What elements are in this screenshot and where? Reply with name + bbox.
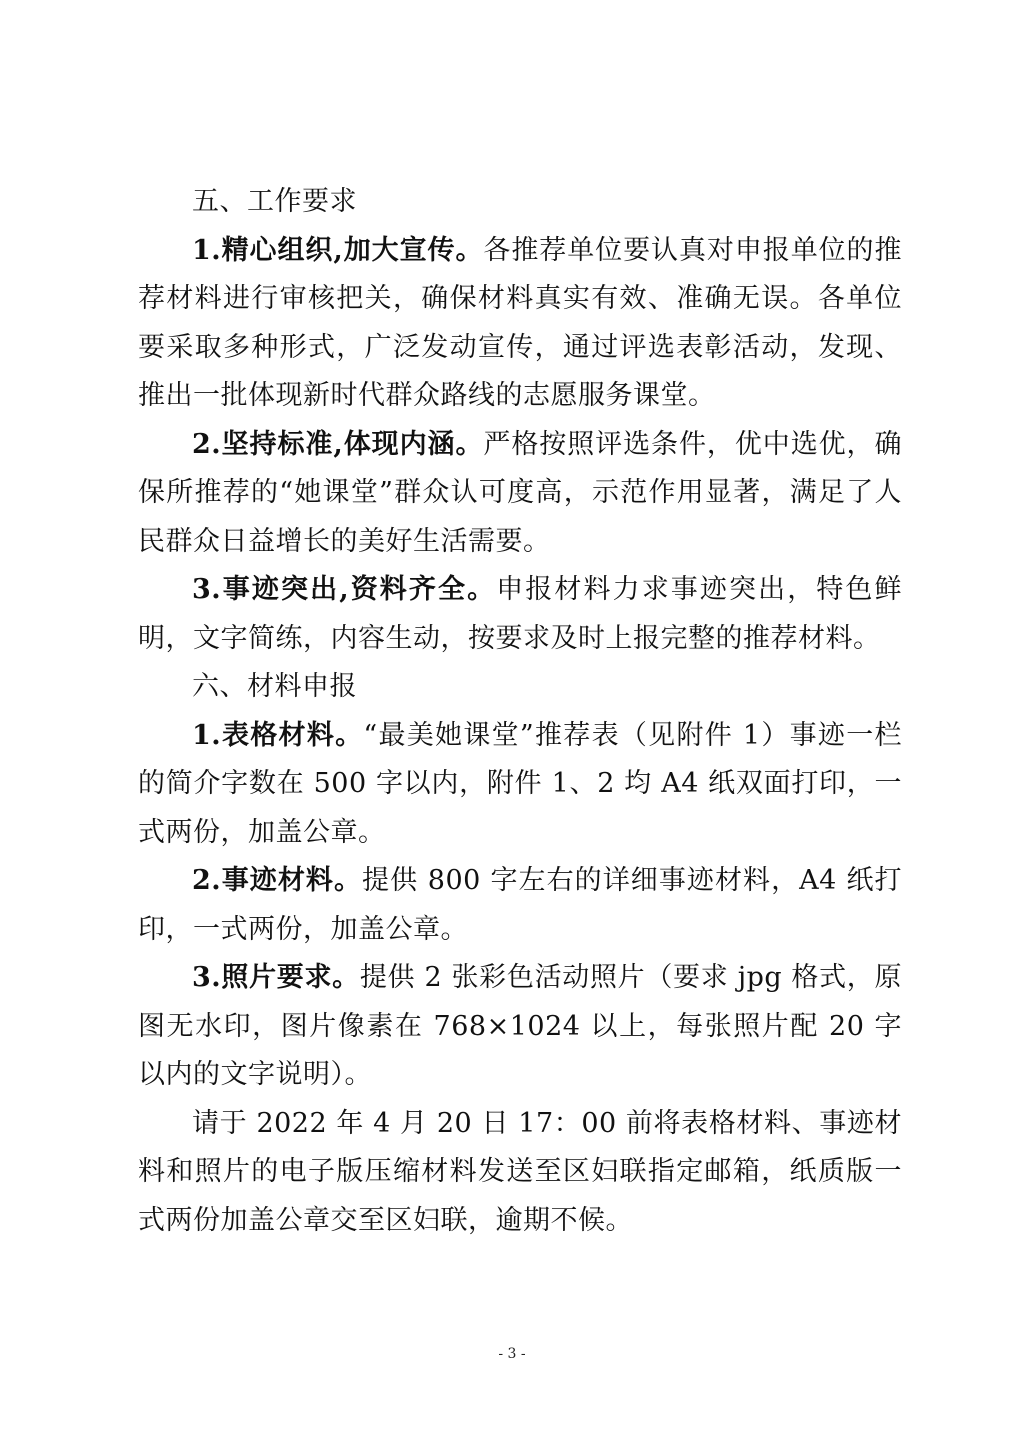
work-requirement-item-1 bbox=[138, 227, 902, 421]
item-body-text: 申报材料力求事迹突出，特色鲜明，文字简练，内容生动，按要求及时上报完整的推荐材料。 bbox=[138, 574, 903, 654]
material-item-2 bbox=[138, 857, 902, 954]
work-requirement-item-3 bbox=[138, 566, 902, 663]
submission-deadline-paragraph: 请于 2022 年 4 月 20 日 17：00 前将表格材料、事迹材料和照片的电子版压缩材料发送至区妇联指定邮箱，纸质版一式两份加盖公章交至区妇联，逾期不候。 bbox=[138, 1107, 902, 1236]
material-item-3 bbox=[138, 954, 902, 1100]
item-body-text: 严格按照评选条件，优中选优，确保所推荐的“她课堂”群众认可度高，示范作用显著，满足了人民群众日益增长的美好生活需要。 bbox=[138, 428, 902, 557]
item-body-text: “最美她课堂”推荐表（见附件 1）事迹一栏的简介字数在 500 字以内，附件 1、2 均 A4 纸双面打印，一式两份，加盖公章。 bbox=[138, 719, 902, 848]
item-body-text: 各推荐单位要认真对申报单位的推荐材料进行审核把关，确保材料真实有效、准确无误。各单位要采取多种形式，广泛发动宣传，通过评选表彰活动，发现、推出一批体现新时代群众路线的志愿服务课堂。 bbox=[138, 234, 902, 411]
material-item-1 bbox=[138, 712, 902, 858]
item-lead-title: 2.事迹材料。 bbox=[192, 865, 363, 896]
item-lead-title: 3.照片要求。 bbox=[192, 962, 360, 993]
item-body-text: 提供 2 张彩色活动照片（要求 jpg 格式，原图无水印，图片像素在 768×1024 以上，每张照片配 20 字以内的文字说明）。 bbox=[138, 962, 902, 1090]
item-lead-title: 1.精心组织,加大宣传。 bbox=[192, 234, 484, 266]
section-heading-material-submission: 六、材料申报 bbox=[192, 671, 357, 702]
page-number: - 3 - bbox=[498, 1346, 526, 1362]
document-body bbox=[138, 178, 902, 1245]
item-lead-title: 3.事迹突出,资料齐全。 bbox=[192, 574, 497, 605]
item-body-text: 提供 800 字左右的详细事迹材料，A4 纸打印，一式两份，加盖公章。 bbox=[138, 865, 902, 945]
section-heading-work-requirements: 五、工作要求 bbox=[192, 186, 357, 217]
item-lead-title: 1.表格材料。 bbox=[192, 719, 364, 751]
work-requirement-item-2 bbox=[138, 421, 902, 567]
item-lead-title: 2.坚持标准,体现内涵。 bbox=[192, 428, 484, 460]
